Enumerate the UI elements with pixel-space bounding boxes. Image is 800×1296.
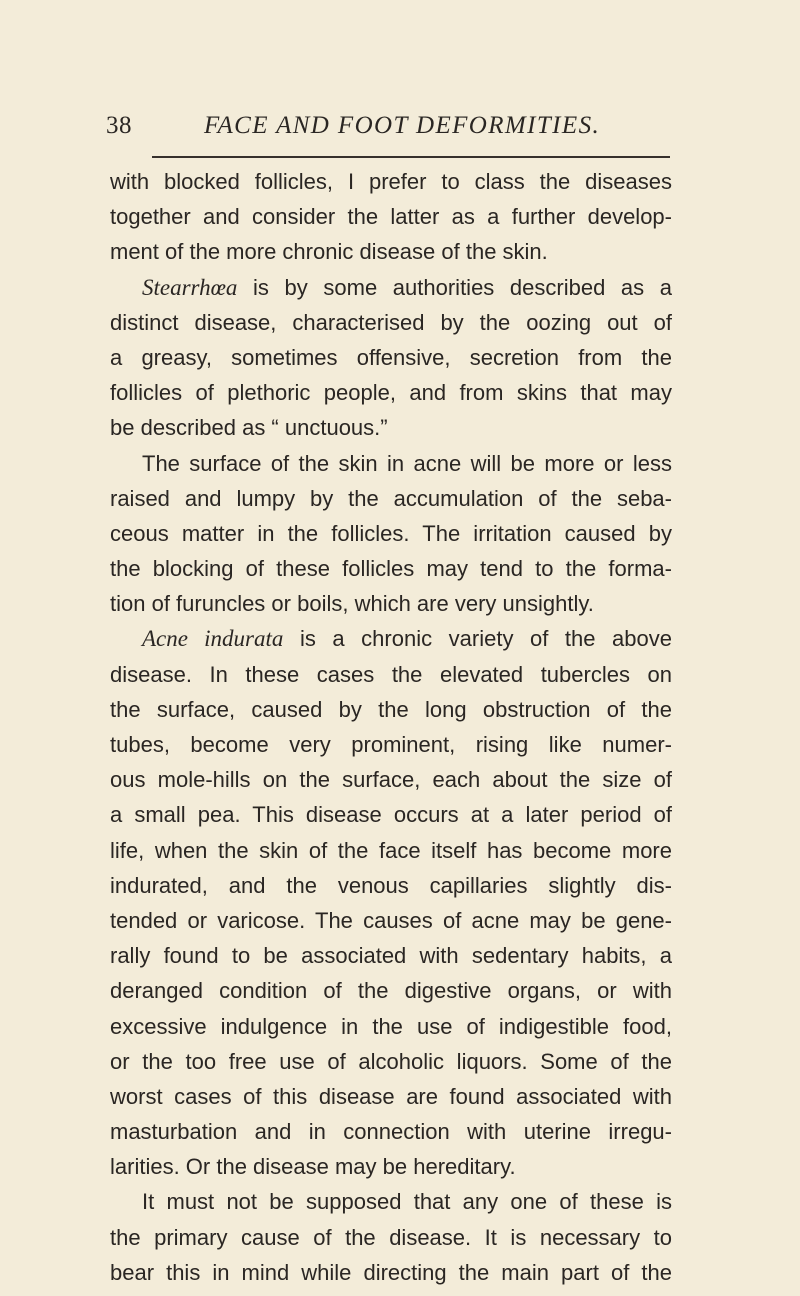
text-line: disease. In these cases the elevated tubercles on — [110, 661, 672, 687]
text-line: deranged condition of the digestive organs, or with — [110, 978, 672, 1004]
text-line: ceous matter in the follicles. The irritation caused by — [110, 520, 672, 546]
text-line: tubes, become very prominent, rising like numer- — [110, 732, 672, 757]
text-line: the blocking of these follicles may tend to the forma- — [110, 556, 672, 582]
text-line: the primary cause of the disease. It is necessary to — [110, 1224, 672, 1250]
text-line: larities. Or the disease may be hereditary. — [110, 1154, 516, 1180]
text-line: tion of furuncles or boils, which are very unsightly. — [110, 591, 594, 617]
text-line: a greasy, sometimes offensive, secretion from the — [110, 344, 672, 370]
line-continuation: is by some authorities described as a — [237, 274, 672, 300]
text-line: bear this in mind while directing the main part of the — [110, 1259, 672, 1285]
text-line — [110, 270, 672, 305]
text-line: excessive indulgence in the use of indigestible food, — [110, 1013, 672, 1039]
text-line: indurated, and the venous capillaries slightly dis- — [110, 872, 672, 898]
text-line: The surface of the skin in acne will be more or less — [142, 450, 672, 476]
page-header — [106, 110, 676, 150]
text-line: worst cases of this disease are found associated with — [110, 1083, 672, 1109]
text-line: rally found to be associated with sedentary habits, a — [110, 943, 672, 969]
header-rule — [152, 156, 670, 158]
text-line: the surface, caused by the long obstruction of the — [110, 696, 672, 722]
text-line: masturbation and in connection with uterine irregu- — [110, 1119, 672, 1145]
page-number: 38 — [106, 112, 132, 139]
italic-term: Acne indurata — [142, 626, 284, 652]
body-text — [110, 164, 672, 1290]
text-line: together and consider the latter as a further develop- — [110, 204, 672, 230]
text-line: be described as “ unctuous.” — [110, 415, 388, 441]
text-line: life, when the skin of the face itself has become more — [110, 837, 672, 863]
text-line — [110, 621, 672, 656]
text-line: raised and lumpy by the accumulation of the seba- — [110, 485, 672, 511]
text-line: with blocked follicles, I prefer to class the diseases — [110, 169, 672, 194]
text-line: distinct disease, characterised by the oozing out of — [110, 309, 672, 335]
italic-term: Stearrhœa — [142, 274, 238, 300]
text-line: ment of the more chronic disease of the skin. — [110, 239, 548, 265]
text-line: It must not be supposed that any one of these is — [142, 1189, 672, 1215]
text-line: follicles of plethoric people, and from skins that may — [110, 380, 672, 406]
line-continuation: is a chronic variety of the above — [283, 626, 672, 652]
text-line: tended or varicose. The causes of acne may be gene- — [110, 907, 672, 933]
text-line: ous mole-hills on the surface, each about the size of — [110, 767, 672, 793]
text-line: a small pea. This disease occurs at a later period of — [110, 802, 672, 828]
text-line: or the too free use of alcoholic liquors. Some of the — [110, 1048, 672, 1074]
running-title: FACE AND FOOT DEFORMITIES. — [204, 112, 601, 139]
